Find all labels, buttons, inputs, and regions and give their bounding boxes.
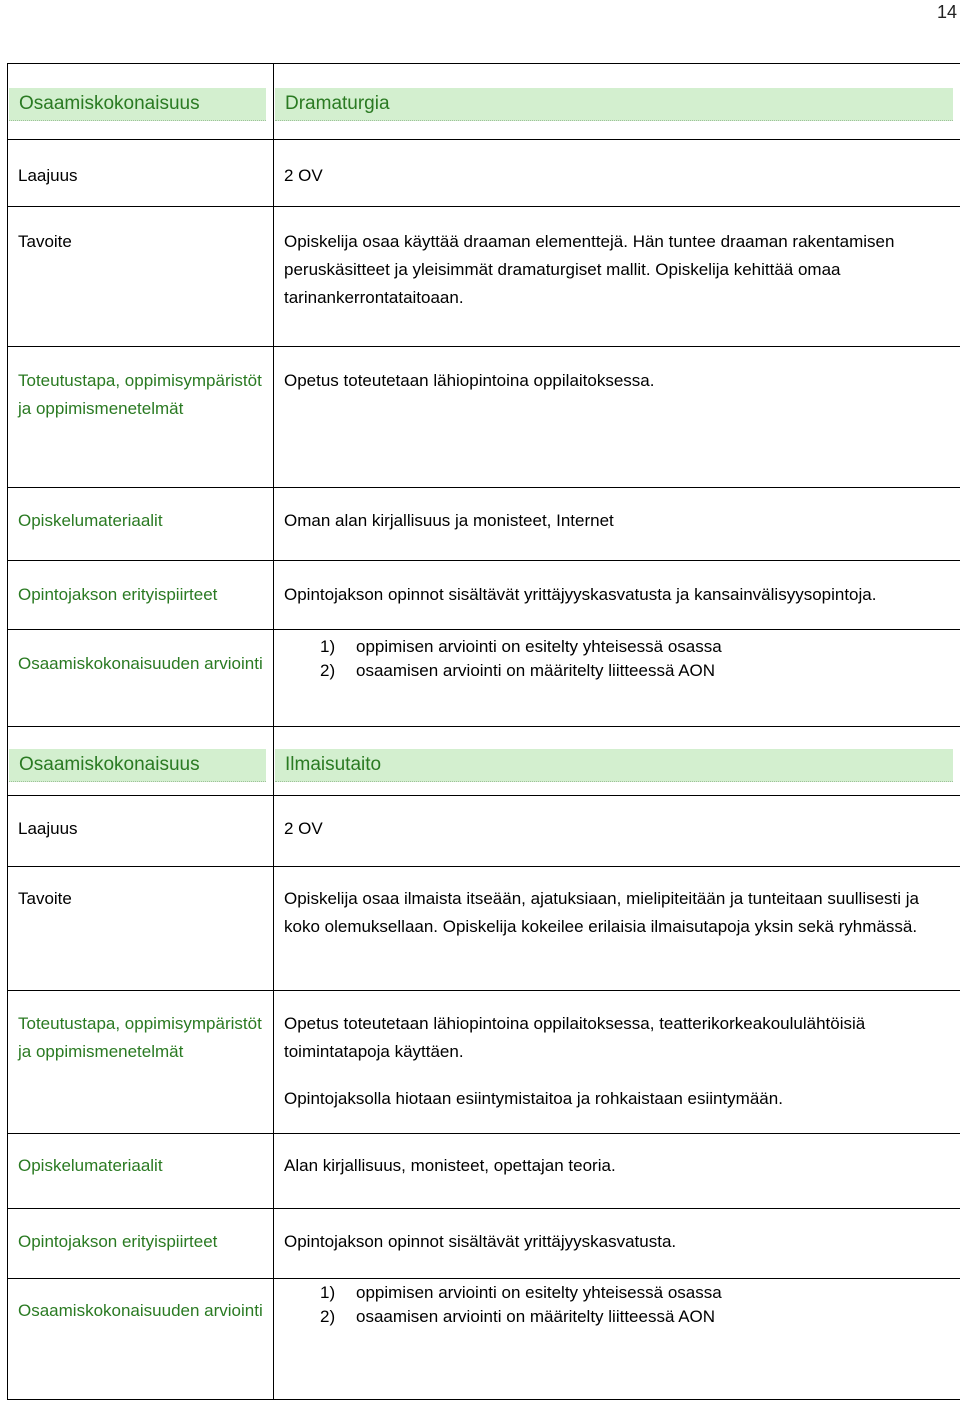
- objective-value: Opiskelija osaa käyttää draaman elementtejä. Hän tuntee draaman rakentamisen peruskäsitteet ja yleisimmät dramaturgiset mallit. Opiskelija kehittää omaa tarinankerrontataitoaan.: [284, 232, 895, 307]
- method-paragraph: Opetus toteutetaan lähiopintoina oppilaitoksessa.: [284, 371, 655, 390]
- features-row: [8, 1209, 960, 1279]
- scope-value: 2 OV: [284, 166, 323, 185]
- list-item: 1) oppimisen arviointi on esitelty yhteisessä osassa: [320, 637, 722, 656]
- method-paragraph: Opintojaksolla hiotaan esiintymistaitoa ja rohkaistaan esiintymään.: [284, 1089, 783, 1108]
- objective-label: Tavoite: [18, 889, 72, 908]
- list-item: 2) osaamisen arviointi on määritelty liitteessä AON: [320, 661, 716, 680]
- assessment-list: [284, 635, 951, 683]
- features-value: Opintojakson opinnot sisältävät yrittäjyyskasvatusta ja kansainvälisyysopintoja.: [284, 585, 877, 604]
- materials-value: Oman alan kirjallisuus ja monisteet, Internet: [284, 511, 614, 530]
- section-header-row: [8, 727, 960, 796]
- section-header-label-cell: [8, 64, 274, 140]
- assessment-label: Osaamiskokonaisuuden arviointi: [18, 654, 263, 673]
- features-label: Opintojakson erityispiirteet: [18, 585, 218, 604]
- section-header-value-cell: [274, 64, 960, 140]
- materials-label: Opiskelumateriaalit: [18, 1156, 163, 1175]
- section-header-label: Osaamiskokonaisuus: [9, 749, 266, 782]
- objective-value: Opiskelija osaa ilmaista itseään, ajatuksiaan, mielipiteitään ja tunteitaan suullisesti ja koko olemuksellaan. Opiskelija kokeilee erilaisia ilmaisutapoja yksin sekä ryhmässä.: [284, 889, 920, 936]
- scope-label: Laajuus: [18, 819, 78, 838]
- assessment-list: [284, 1281, 951, 1329]
- curriculum-table: [7, 63, 960, 1400]
- list-item: 2) osaamisen arviointi on määritelty liitteessä AON: [320, 1307, 716, 1326]
- method-label: Toteutustapa, oppimisympäristöt ja oppimismenetelmät: [18, 371, 262, 418]
- assessment-row: [8, 630, 960, 727]
- method-row: [8, 991, 960, 1134]
- section-header-label: Osaamiskokonaisuus: [9, 88, 266, 121]
- materials-row: [8, 1134, 960, 1209]
- scope-row: [8, 140, 960, 207]
- assessment-label: Osaamiskokonaisuuden arviointi: [18, 1301, 263, 1320]
- section-header-row: [8, 64, 960, 140]
- method-row: [8, 347, 960, 488]
- method-label: Toteutustapa, oppimisympäristöt ja oppimismenetelmät: [18, 1014, 262, 1061]
- scope-row: [8, 796, 960, 867]
- scope-value: 2 OV: [284, 819, 323, 838]
- section-header-label-cell: [8, 727, 274, 796]
- materials-label: Opiskelumateriaalit: [18, 511, 163, 530]
- objective-label: Tavoite: [18, 232, 72, 251]
- page-number: 14: [936, 2, 957, 22]
- materials-value: Alan kirjallisuus, monisteet, opettajan teoria.: [284, 1156, 616, 1175]
- assessment-row: [8, 1279, 960, 1400]
- features-value: Opintojakson opinnot sisältävät yrittäjyyskasvatusta.: [284, 1232, 677, 1251]
- section-title: Dramaturgia: [275, 88, 953, 121]
- features-label: Opintojakson erityispiirteet: [18, 1232, 218, 1251]
- objective-row: [8, 207, 960, 347]
- features-row: [8, 561, 960, 630]
- list-item: 1) oppimisen arviointi on esitelty yhteisessä osassa: [320, 1283, 722, 1302]
- materials-row: [8, 488, 960, 561]
- method-paragraph: Opetus toteutetaan lähiopintoina oppilaitoksessa, teatterikorkeakoululähtöisiä toimintatapoja käyttäen.: [284, 1014, 866, 1061]
- section-header-value-cell: [274, 727, 960, 796]
- objective-row: [8, 867, 960, 991]
- section-title: Ilmaisutaito: [275, 749, 953, 782]
- scope-label: Laajuus: [18, 166, 78, 185]
